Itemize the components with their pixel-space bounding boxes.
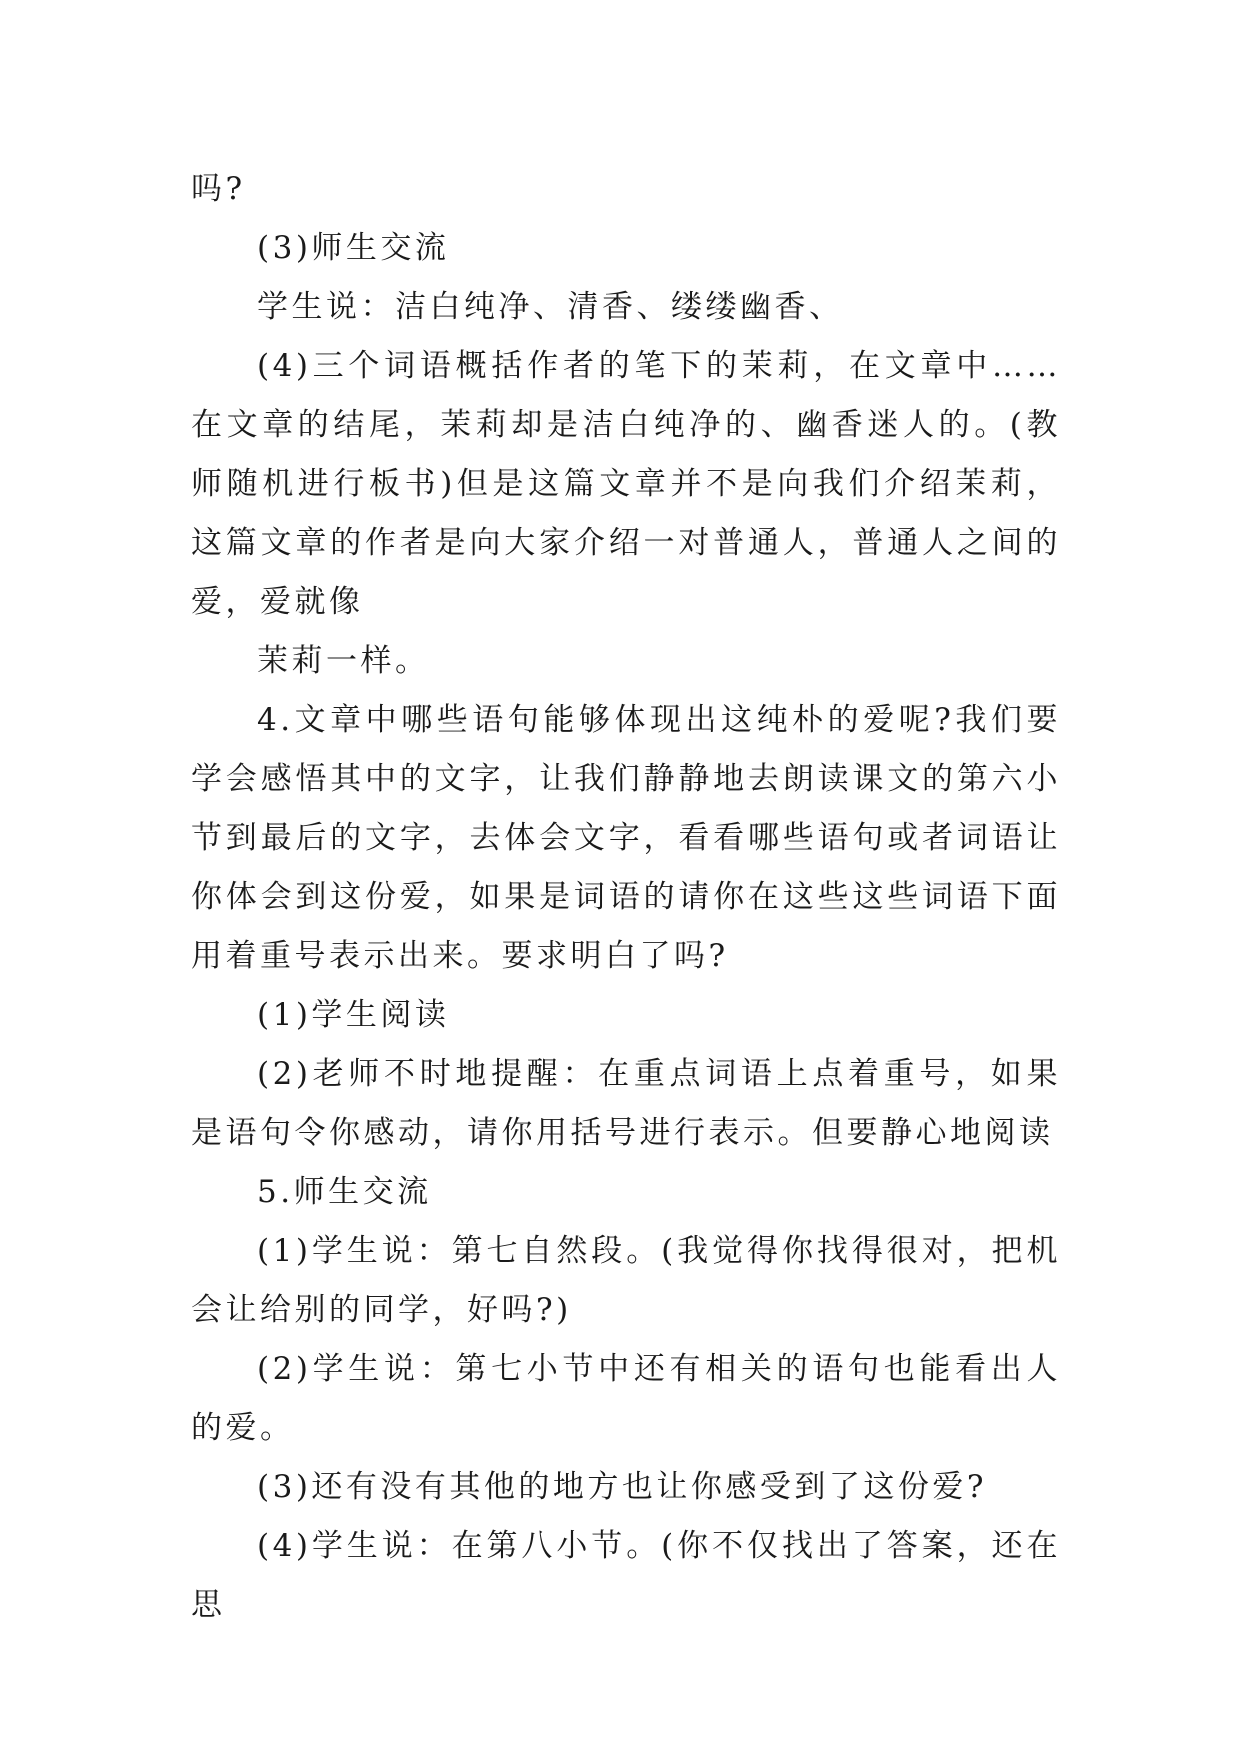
paragraph-12: (4)学生说：在第八小节。(你不仅找出了答案，还在思 [191,1528,1061,1623]
paragraph-11: (3)还有没有其他的地方也让你感受到了这份爱? [257,1469,988,1505]
paragraph-2: 学生说：洁白纯净、清香、缕缕幽香、 [257,289,844,325]
paragraph-9: (1)学生说：第七自然段。(我觉得你找得很对，把机会让给别的同学，好吗?) [191,1233,1061,1328]
paragraph-4: 茉莉一样。 [257,643,430,679]
document-body [191,160,1061,1635]
paragraph-7: (2)老师不时地提醒：在重点词语上点着重号，如果是语句令你感动，请你用括号进行表示。但要静心地阅读 [191,1056,1061,1151]
paragraph-3: (4)三个词语概括作者的笔下的茉莉，在文章中……在文章的结尾，茉莉却是洁白纯净的、幽香迷人的。(教师随机进行板书)但是这篇文章并不是向我们介绍茉莉，这篇文章的作者是向大家介绍一对普通人，普通人之间的爱，爱就像 [191,348,1061,620]
paragraph-10: (2)学生说：第七小节中还有相关的语句也能看出人的爱。 [191,1351,1061,1446]
paragraph-1: (3)师生交流 [257,230,450,266]
paragraph-6: (1)学生阅读 [257,997,450,1033]
paragraph-8: 5.师生交流 [257,1174,432,1210]
paragraph-0: 吗? [191,171,246,207]
paragraph-5: 4.文章中哪些语句能够体现出这纯朴的爱呢?我们要学会感悟其中的文字，让我们静静地去朗读课文的第六小节到最后的文字，去体会文字，看看哪些语句或者词语让你体会到这份爱，如果是词语的请你在这些这些词语下面用着重号表示出来。要求明白了吗? [191,702,1061,974]
